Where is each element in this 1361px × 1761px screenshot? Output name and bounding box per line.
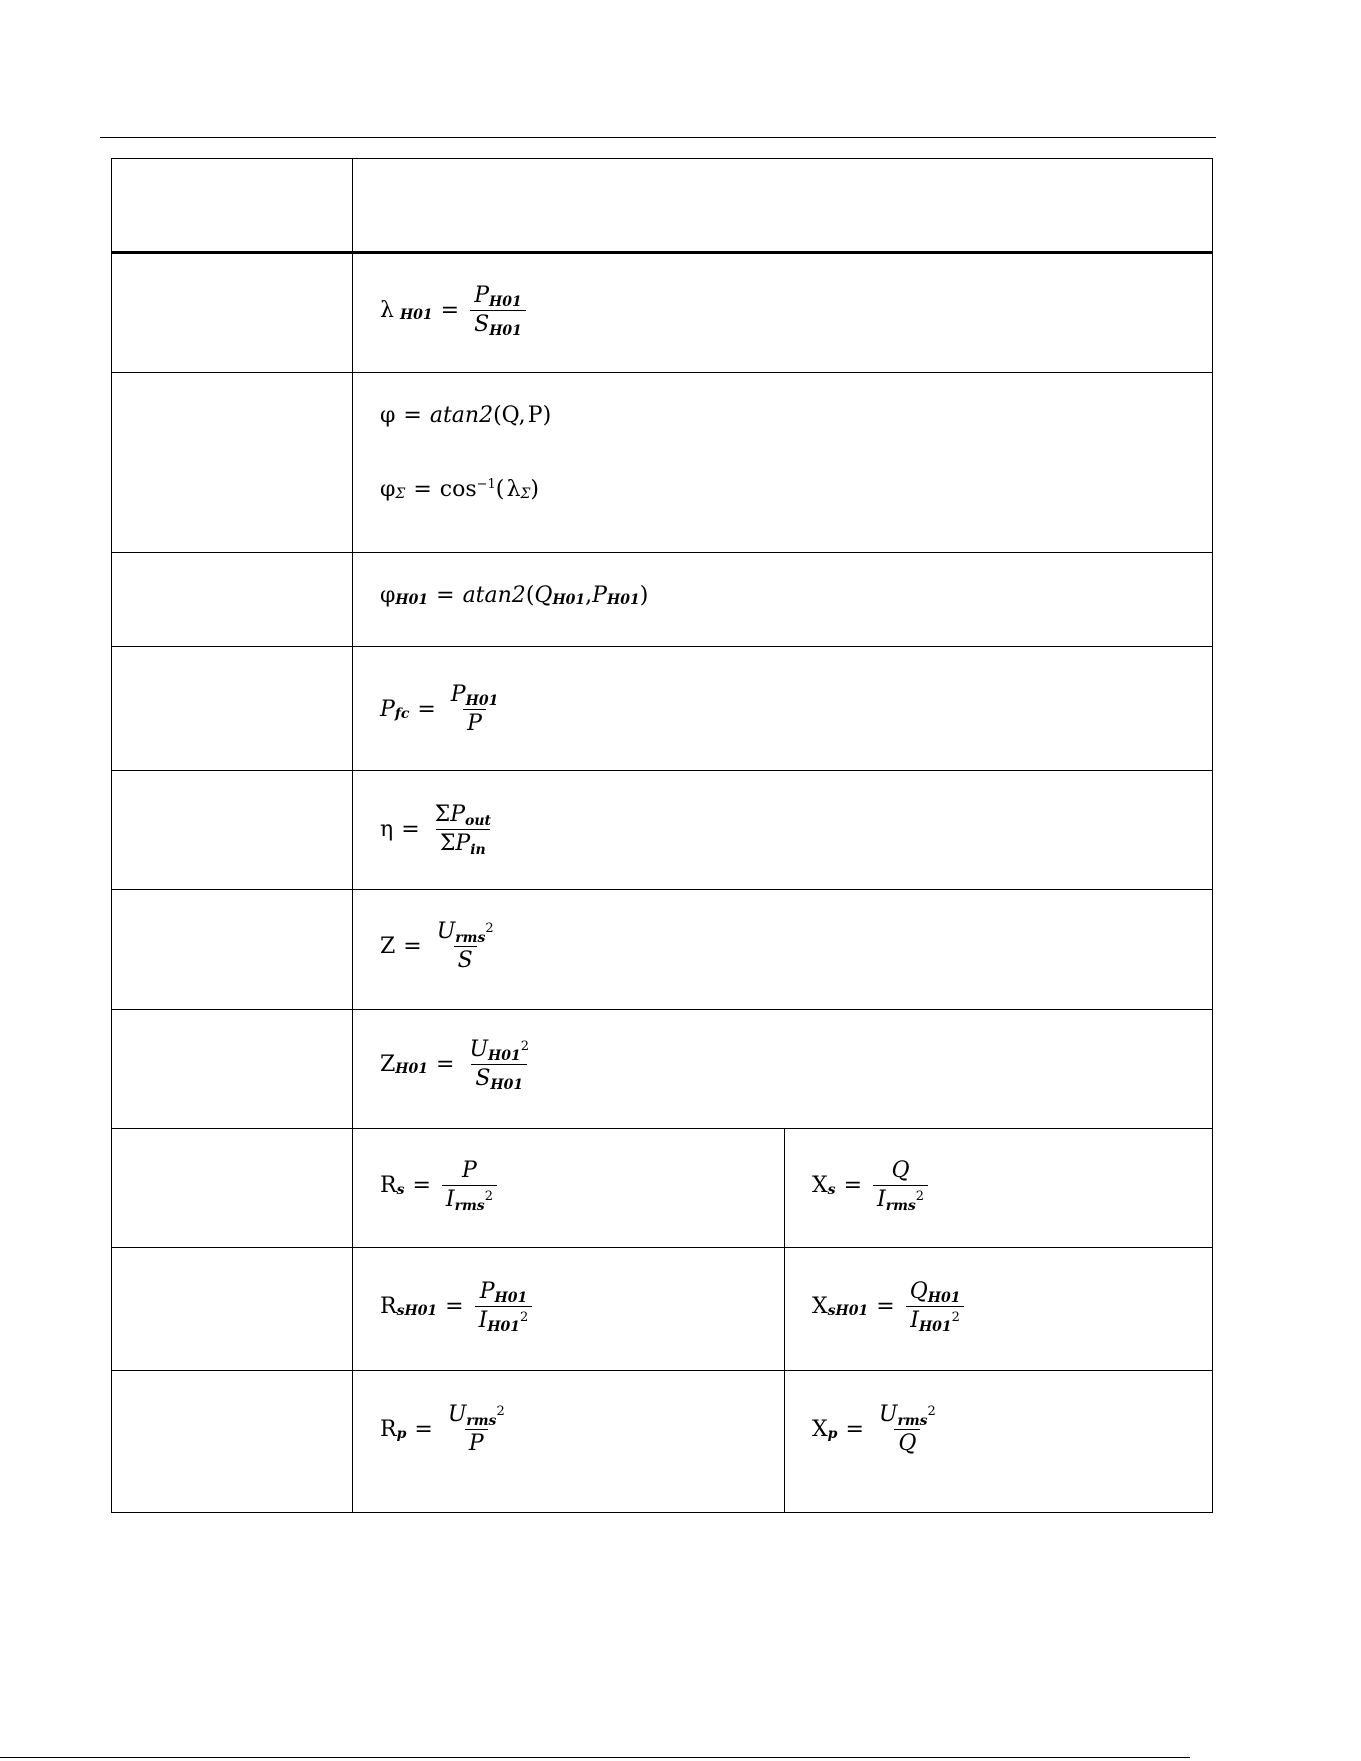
row-divider — [112, 552, 1212, 553]
formula-fundamental-content: P $_{fc}$ = $\frac{P_{H01}}{P}$ — [380, 682, 499, 736]
row-divider — [112, 1370, 1212, 1371]
formula-impedance-h01: Z $_{H01}$ = $\frac{U_{H01}^2}{S_{H01}}$ — [380, 1037, 529, 1093]
formula-power-factor-h01: λ $_{H01}$ = $\frac{P_{H01}}{S_{H01}}$ — [380, 285, 529, 336]
formula-efficiency: η = $\frac{\Sigma P_{out}}{\Sigma P_{in}}$ — [380, 802, 491, 858]
formula-impedance: Z = $\frac{U_{rms}^2}{S}$ — [380, 919, 494, 973]
fraction: $\frac{P_{H01}}{S_{H01}}$ — [470, 285, 526, 336]
formula-phase-angle: φ = atan2 (Q, P) — [380, 403, 552, 428]
formula-parallel-resistance: R $_p$ = $\frac{U_{rms}^2}{P}$ — [380, 1402, 505, 1456]
row-divider — [112, 889, 1212, 890]
formula-series-reactance-h01: X $_{sH01}$ = $\frac{Q_{H01}}{I_{H01}^2}$ — [812, 1281, 967, 1332]
formula-series-reactance: X $_s$ = $\frac{Q}{I_{rms}^2}$ — [812, 1160, 931, 1211]
column-divider-label — [352, 159, 353, 1512]
row-divider — [112, 1247, 1212, 1248]
header-rule — [100, 137, 1216, 138]
row-divider — [112, 1128, 1212, 1129]
row-divider — [112, 372, 1212, 373]
formula-series-resistance: R $_s$ = $\frac{P}{I_{rms}^2}$ — [380, 1160, 500, 1211]
header-row-divider — [112, 251, 1212, 254]
row-divider — [112, 770, 1212, 771]
formula-phase-angle-sum: φ $_\Sigma$ = cos $^{-1}$ ( λ $_\Sigma$ ) — [380, 476, 540, 502]
formula-phase-angle-h01: φ $_{H01}$ = atan2 ( Q $_{H01}$ , P $_{H01}$ ) — [380, 583, 649, 608]
formula-parallel-reactance: X $_p$ = $\frac{U_{rms}^2}{Q}$ — [812, 1402, 936, 1456]
footer-rule — [0, 1757, 1190, 1758]
formula-table — [111, 158, 1213, 1513]
row-divider — [112, 646, 1212, 647]
column-divider-split — [784, 1128, 785, 1512]
row-divider — [112, 1009, 1212, 1010]
formula-series-resistance-h01: R $_{sH01}$ = $\frac{P_{H01}}{I_{H01}^2}$ — [380, 1281, 535, 1332]
